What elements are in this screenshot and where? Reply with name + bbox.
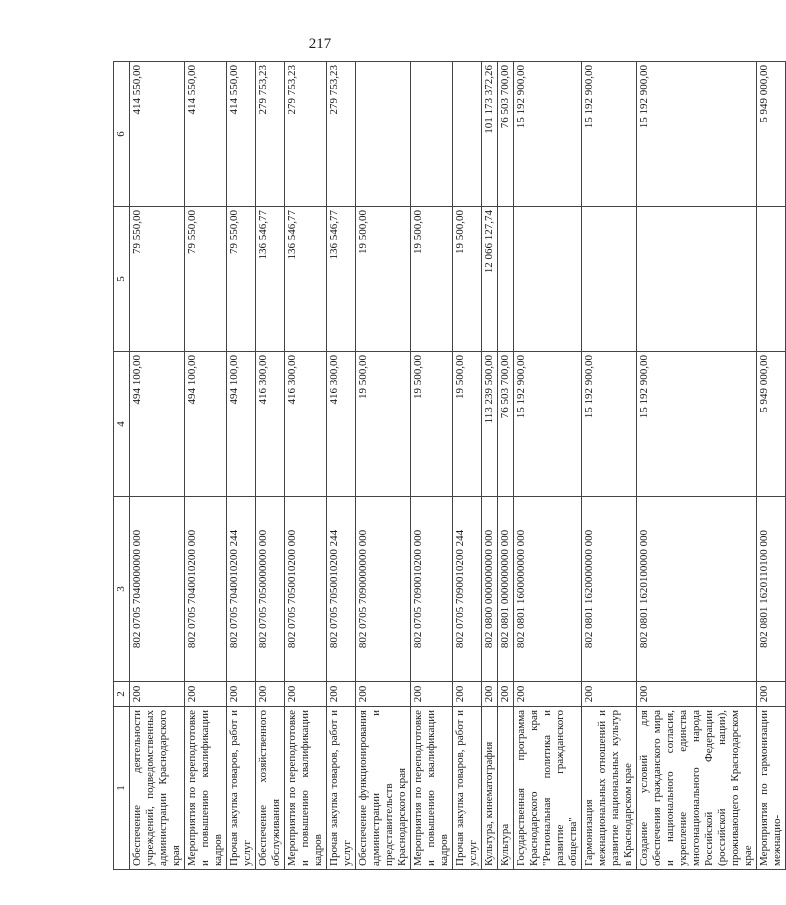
row-value-col4: 494 100,00 [227, 352, 256, 497]
row-value-col6: 101 173 372,26 [482, 62, 498, 207]
row-value-col5: 79 550,00 [185, 207, 227, 352]
row-value-col4: 15 192 900,00 [514, 352, 582, 497]
rotated-table-area [113, 62, 783, 870]
header-col-2: 2 [114, 682, 130, 707]
row-value-col6: 76 503 700,00 [498, 62, 514, 207]
row-classifier: 802 0705 7040010200 244 [227, 497, 256, 682]
row-name: Прочая закупка товаров, работ и услуг [327, 707, 356, 870]
row-value-col4: 113 239 500,00 [482, 352, 498, 497]
table-row [582, 62, 637, 870]
row-code: 200 [227, 682, 256, 707]
row-value-col6: 414 550,00 [130, 62, 185, 207]
row-value-col6 [453, 62, 482, 207]
row-classifier: 802 0801 0000000000 000 [498, 497, 514, 682]
row-value-col4: 416 300,00 [285, 352, 327, 497]
row-value-col6: 279 753,23 [285, 62, 327, 207]
row-code: 200 [482, 682, 498, 707]
row-name: Культура, кинематография [482, 707, 498, 870]
row-value-col4: 19 500,00 [356, 352, 411, 497]
row-value-col5: 136 546,77 [256, 207, 285, 352]
row-code: 200 [637, 682, 757, 707]
row-code: 200 [130, 682, 185, 707]
row-code: 200 [356, 682, 411, 707]
row-classifier: 802 0705 7050010200 244 [327, 497, 356, 682]
row-classifier: 802 0705 7090010200 000 [411, 497, 453, 682]
row-value-col4: 494 100,00 [130, 352, 185, 497]
row-value-col5: 19 500,00 [411, 207, 453, 352]
page-number: 217 [308, 36, 332, 52]
row-value-col5: 19 500,00 [356, 207, 411, 352]
header-col-1: 1 [114, 707, 130, 870]
header-col-4: 4 [114, 352, 130, 497]
row-code: 200 [411, 682, 453, 707]
row-name: Прочая закупка товаров, работ и услуг [227, 707, 256, 870]
table-row [514, 62, 582, 870]
rotated-content [113, 62, 783, 870]
row-value-col6: 5 949 000,00 [757, 62, 786, 207]
row-name: Мероприятия по переподготовке и повышению квалификации кадров [411, 707, 453, 870]
header-col-3: 3 [114, 497, 130, 682]
table-row [411, 62, 453, 870]
row-classifier: 802 0801 1600000000 000 [514, 497, 582, 682]
row-name: Мероприятия по переподготовке и повышению квалификации кадров [285, 707, 327, 870]
row-code: 200 [582, 682, 637, 707]
row-value-col4: 19 500,00 [411, 352, 453, 497]
row-value-col4: 19 500,00 [453, 352, 482, 497]
row-value-col5 [498, 207, 514, 352]
table-row [356, 62, 411, 870]
row-name: Мероприятия по гармонизации межнацио- [757, 707, 786, 870]
table-row [637, 62, 757, 870]
row-name: Создание условий для обеспечения гражданского мира и национального согласия, укрепление единства многонационального народа Российской Федерации (российской нации), проживающего в Краснодарском крае [637, 707, 757, 870]
table-row [757, 62, 786, 870]
row-value-col5: 136 546,77 [285, 207, 327, 352]
row-classifier: 802 0705 7050010200 000 [285, 497, 327, 682]
table-row [227, 62, 256, 870]
row-name: Мероприятия по переподготовке и повышению квалификации кадров [185, 707, 227, 870]
row-name: Обеспечение функционирования администрации и представительств Краснодарского края [356, 707, 411, 870]
row-value-col5: 136 546,77 [327, 207, 356, 352]
row-value-col6: 414 550,00 [185, 62, 227, 207]
row-value-col4: 416 300,00 [256, 352, 285, 497]
row-value-col6: 279 753,23 [327, 62, 356, 207]
row-value-col4: 15 192 900,00 [582, 352, 637, 497]
row-name: Гармонизация межнациональных отношений и развитие национальных культур в Краснодарском крае [582, 707, 637, 870]
table-row [453, 62, 482, 870]
row-value-col4: 5 949 000,00 [757, 352, 786, 497]
row-name: Обеспечение деятельности учреждений, подведомственных администрации Краснодарского края [130, 707, 185, 870]
row-value-col4: 76 503 700,00 [498, 352, 514, 497]
row-code: 200 [185, 682, 227, 707]
row-classifier: 802 0705 7090010200 244 [453, 497, 482, 682]
table-row [327, 62, 356, 870]
row-classifier: 802 0705 7090000000 000 [356, 497, 411, 682]
row-name: Обеспечение хозяйственного обслуживания [256, 707, 285, 870]
table-row [256, 62, 285, 870]
row-code: 200 [498, 682, 514, 707]
row-value-col5: 12 066 127,74 [482, 207, 498, 352]
row-value-col4: 416 300,00 [327, 352, 356, 497]
row-value-col4: 494 100,00 [185, 352, 227, 497]
row-value-col5 [757, 207, 786, 352]
row-value-col5 [514, 207, 582, 352]
row-value-col6 [356, 62, 411, 207]
header-col-5: 5 [114, 207, 130, 352]
table-row [130, 62, 185, 870]
row-code: 200 [256, 682, 285, 707]
row-value-col6: 15 192 900,00 [514, 62, 582, 207]
row-value-col6: 15 192 900,00 [582, 62, 637, 207]
row-name: Прочая закупка товаров, работ и услуг [453, 707, 482, 870]
budget-table [113, 61, 786, 870]
table-row [482, 62, 498, 870]
row-classifier: 802 0705 7040000000 000 [130, 497, 185, 682]
row-name: Культура [498, 707, 514, 870]
row-value-col4: 15 192 900,00 [637, 352, 757, 497]
row-code: 200 [285, 682, 327, 707]
row-code: 200 [453, 682, 482, 707]
row-code: 200 [514, 682, 582, 707]
row-value-col6: 279 753,23 [256, 62, 285, 207]
row-value-col5 [637, 207, 757, 352]
row-name: Государственная программа Краснодарского края "Региональная политика и развитие гражданского общества" [514, 707, 582, 870]
row-code: 200 [327, 682, 356, 707]
row-value-col6 [411, 62, 453, 207]
header-row [114, 62, 130, 870]
row-value-col5: 19 500,00 [453, 207, 482, 352]
row-classifier: 802 0800 0000000000 000 [482, 497, 498, 682]
row-classifier: 802 0705 7050000000 000 [256, 497, 285, 682]
header-col-6: 6 [114, 62, 130, 207]
row-value-col5: 79 550,00 [130, 207, 185, 352]
row-classifier: 802 0801 1620000000 000 [582, 497, 637, 682]
table-row [285, 62, 327, 870]
table-row [498, 62, 514, 870]
row-value-col6: 414 550,00 [227, 62, 256, 207]
row-classifier: 802 0801 1620100000 000 [637, 497, 757, 682]
row-value-col6: 15 192 900,00 [637, 62, 757, 207]
row-value-col5 [582, 207, 637, 352]
row-classifier: 802 0801 1620110100 000 [757, 497, 786, 682]
row-code: 200 [757, 682, 786, 707]
row-classifier: 802 0705 7040010200 000 [185, 497, 227, 682]
table-row [185, 62, 227, 870]
row-value-col5: 79 550,00 [227, 207, 256, 352]
